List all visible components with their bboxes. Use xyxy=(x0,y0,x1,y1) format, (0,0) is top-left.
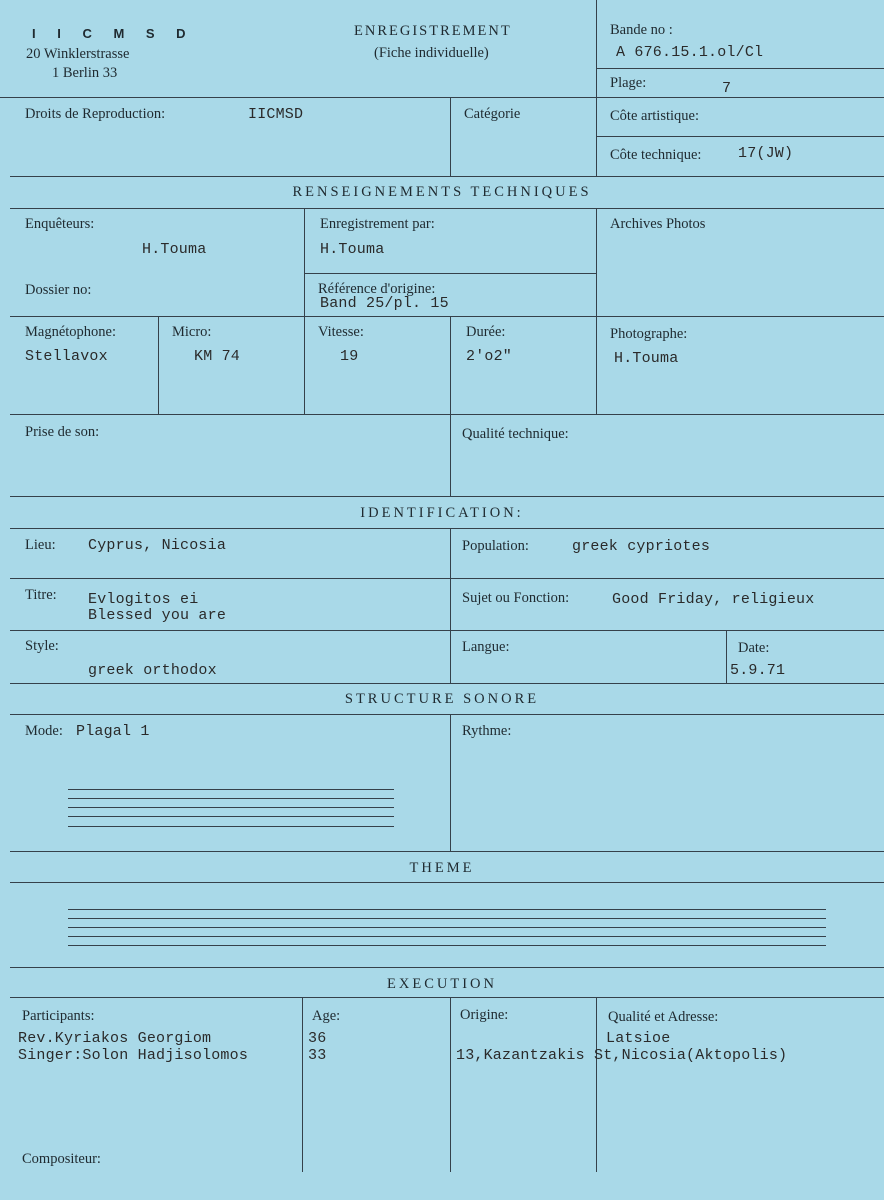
rule xyxy=(596,68,884,69)
rule xyxy=(302,997,303,1172)
qualite-adresse-value: Latsioe xyxy=(606,1030,671,1047)
rythme-label: Rythme: xyxy=(462,723,512,739)
rule xyxy=(10,997,884,998)
rule xyxy=(450,528,451,683)
rule xyxy=(10,528,884,529)
micro-label: Micro: xyxy=(172,324,212,340)
rule xyxy=(450,997,451,1172)
section-heading-technical: RENSEIGNEMENTS TECHNIQUES xyxy=(292,184,592,200)
cote-technique-label: Côte technique: xyxy=(610,147,702,163)
compositeur-label: Compositeur: xyxy=(22,1151,101,1167)
date-value: 5.9.71 xyxy=(730,662,786,679)
rule xyxy=(10,496,884,497)
section-heading-execution: EXECUTION xyxy=(387,976,497,992)
qualite-technique-label: Qualité technique: xyxy=(462,426,569,442)
vitesse-label: Vitesse: xyxy=(318,324,364,340)
participant-2: Singer:Solon Hadjisolomos xyxy=(18,1047,249,1064)
cote-artistique-label: Côte artistique: xyxy=(610,108,699,124)
cote-technique-value: 17(JW) xyxy=(738,145,794,162)
rule xyxy=(10,851,884,852)
form-subtitle: (Fiche individuelle) xyxy=(374,45,489,61)
rule xyxy=(10,882,884,883)
section-heading-structure: STRUCTURE SONORE xyxy=(344,691,540,707)
plage-label: Plage: xyxy=(610,75,647,91)
rule xyxy=(10,967,884,968)
population-value: greek cypriotes xyxy=(572,538,711,555)
rule xyxy=(450,97,451,176)
photographe-value: H.Touma xyxy=(614,350,679,367)
org-address-city: 1 Berlin 33 xyxy=(52,65,118,81)
lieu-label: Lieu: xyxy=(25,537,56,553)
titre-label: Titre: xyxy=(25,587,57,603)
date-label: Date: xyxy=(738,640,770,656)
micro-value: KM 74 xyxy=(194,348,241,365)
vitesse-value: 19 xyxy=(340,348,359,365)
prise-de-son-label: Prise de son: xyxy=(25,424,100,440)
org-name: I I C M S D xyxy=(32,26,195,41)
reference-value: Band 25/pl. 15 xyxy=(320,295,449,312)
bande-label: Bande no : xyxy=(610,22,673,38)
sujet-label: Sujet ou Fonction: xyxy=(462,590,570,606)
participants-label: Participants: xyxy=(22,1008,95,1024)
lieu-value: Cyprus, Nicosia xyxy=(88,537,227,554)
mode-label: Mode: xyxy=(25,723,63,739)
qualite-adresse-label: Qualité et Adresse: xyxy=(608,1009,719,1025)
population-label: Population: xyxy=(462,538,529,554)
rule xyxy=(304,208,305,414)
rule xyxy=(10,683,884,684)
bande-value: A 676.15.1.ol/Cl xyxy=(616,44,764,61)
origine-label: Origine: xyxy=(460,1007,509,1023)
titre-value-line2: Blessed you are xyxy=(88,607,227,624)
rule xyxy=(596,136,884,137)
enqueteurs-label: Enquêteurs: xyxy=(25,216,95,232)
form-title: ENREGISTREMENT xyxy=(354,23,512,39)
plage-value: 7 xyxy=(722,80,732,97)
rule xyxy=(726,630,727,683)
photographe-label: Photographe: xyxy=(610,326,688,342)
age-1: 36 xyxy=(308,1030,327,1047)
magnetophone-value: Stellavox xyxy=(25,348,108,365)
titre-value-line1: Evlogitos ei xyxy=(88,591,199,608)
rule xyxy=(10,208,884,209)
sujet-value: Good Friday, religieux xyxy=(612,591,815,608)
rule xyxy=(0,97,884,98)
enqueteurs-value: H.Touma xyxy=(142,241,207,258)
categorie-label: Catégorie xyxy=(464,106,521,122)
enregistrement-par-value: H.Touma xyxy=(320,241,385,258)
rule xyxy=(158,316,159,414)
rule xyxy=(10,316,884,317)
reference-label: Référence d'origine: xyxy=(318,281,436,297)
rule xyxy=(450,714,451,851)
rule xyxy=(10,714,884,715)
archives-photos-label: Archives Photos xyxy=(610,216,706,232)
section-heading-identification: IDENTIFICATION: xyxy=(360,505,524,521)
age-2: 33 xyxy=(308,1047,327,1064)
droits-label: Droits de Reproduction: xyxy=(25,106,166,122)
participant-1: Rev.Kyriakos Georgiom xyxy=(18,1030,212,1047)
style-value: greek orthodox xyxy=(88,662,217,679)
rule xyxy=(10,630,884,631)
rule xyxy=(10,176,884,177)
rule xyxy=(304,273,596,274)
duree-value: 2'o2" xyxy=(466,348,513,365)
origine-value: 13,Kazantzakis St,Nicosia(Aktopolis) xyxy=(456,1047,788,1064)
rule xyxy=(450,414,451,496)
section-heading-theme: THEME xyxy=(409,860,475,876)
enregistrement-par-label: Enregistrement par: xyxy=(320,216,435,232)
style-label: Style: xyxy=(25,638,59,654)
age-label: Age: xyxy=(312,1008,341,1024)
rule xyxy=(596,997,597,1172)
langue-label: Langue: xyxy=(462,639,510,655)
rule xyxy=(10,578,884,579)
rule xyxy=(596,208,597,414)
rule xyxy=(450,316,451,414)
dossier-label: Dossier no: xyxy=(25,282,92,298)
duree-label: Durée: xyxy=(466,324,506,340)
rule xyxy=(10,414,884,415)
rule xyxy=(596,0,597,176)
mode-value: Plagal 1 xyxy=(76,723,150,740)
org-address-street: 20 Winklerstrasse xyxy=(26,46,130,62)
droits-value: IICMSD xyxy=(248,106,304,123)
magnetophone-label: Magnétophone: xyxy=(25,324,117,340)
